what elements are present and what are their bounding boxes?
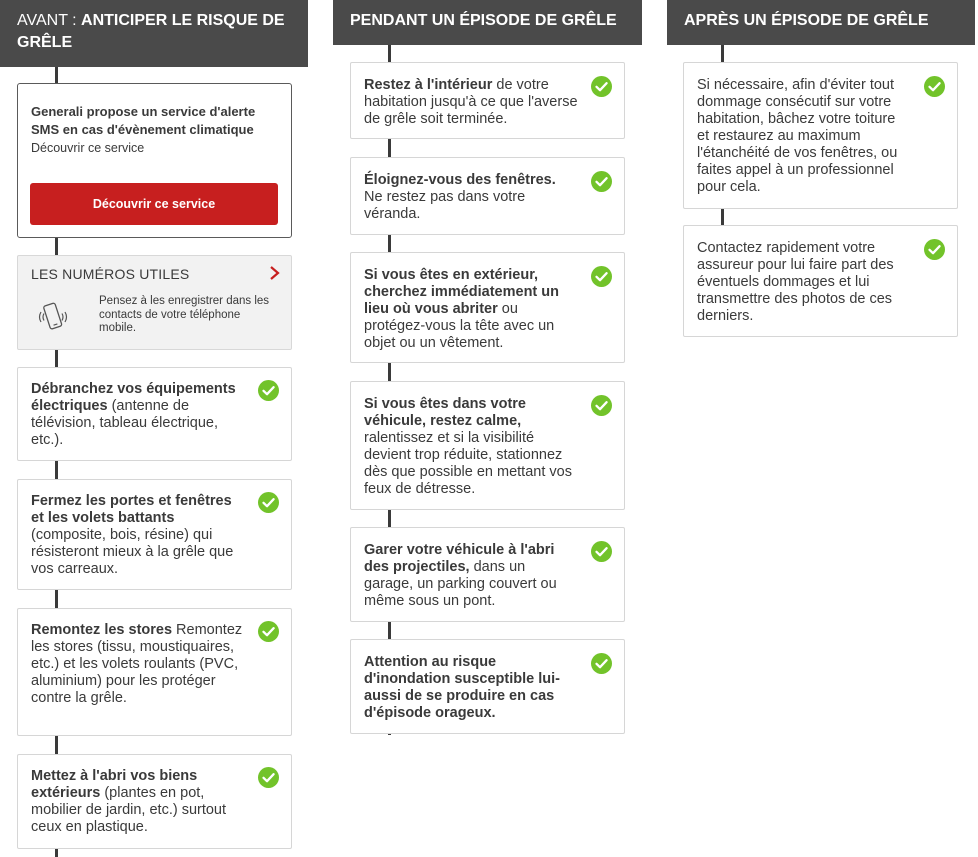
tip-text bbox=[697, 77, 911, 196]
tip-body: (plantes en pot, mobilier de jardin, etc.) surtout ceux en plastique. bbox=[31, 785, 227, 835]
tip-body: dans un garage, un parking couvert ou même sous un pont. bbox=[364, 559, 557, 609]
tip-card bbox=[350, 527, 625, 622]
check-icon bbox=[591, 653, 612, 674]
tip-card bbox=[17, 367, 292, 461]
check-icon bbox=[591, 266, 612, 287]
tip-text bbox=[31, 493, 245, 578]
tip-text bbox=[364, 267, 578, 352]
tip-text bbox=[31, 381, 245, 449]
tip-bold: Si vous êtes dans votre véhicule, restez calme, bbox=[364, 396, 526, 429]
check-icon bbox=[258, 621, 279, 642]
column-header-apres bbox=[667, 0, 975, 45]
tip-body: (antenne de télévision, tableau électrique, etc.). bbox=[31, 398, 219, 448]
tip-bold: Éloignez-vous des fenêtres. bbox=[364, 172, 556, 188]
tip-text bbox=[697, 240, 911, 325]
discover-service-button[interactable]: Découvrir ce service bbox=[30, 183, 278, 225]
sms-alert-promo-card bbox=[17, 83, 292, 238]
tip-card bbox=[350, 639, 625, 734]
tip-card bbox=[350, 157, 625, 235]
tip-text bbox=[364, 654, 578, 722]
check-icon bbox=[591, 395, 612, 416]
chevron-right-icon[interactable] bbox=[269, 265, 281, 281]
tip-text bbox=[31, 622, 245, 707]
tip-bold: Si vous êtes en extérieur, cherchez immédiatement un lieu où vous abriter bbox=[364, 267, 559, 317]
tip-card bbox=[17, 479, 292, 590]
tip-body: ralentissez et si la visibilité devient trop réduite, stationnez dès que possible en mettant vos feux de détresse. bbox=[364, 430, 572, 497]
check-icon bbox=[258, 767, 279, 788]
column-avant bbox=[0, 0, 308, 67]
tip-card bbox=[350, 62, 625, 139]
tip-bold: Débranchez vos équipements électriques bbox=[31, 381, 236, 414]
tip-card bbox=[350, 252, 625, 363]
column-title-strong: ANTICIPER LE RISQUE DE GRÊLE bbox=[17, 12, 285, 51]
tip-text bbox=[364, 396, 578, 498]
tip-card bbox=[17, 608, 292, 736]
check-icon bbox=[591, 171, 612, 192]
check-icon bbox=[924, 239, 945, 260]
check-icon bbox=[258, 492, 279, 513]
tip-bold: Garer votre véhicule à l'abri des projectiles, bbox=[364, 542, 555, 575]
tip-body: de votre habitation jusqu'à ce que l'averse de grêle soit terminée. bbox=[364, 77, 578, 127]
tip-text bbox=[364, 542, 578, 610]
column-header-avant bbox=[0, 0, 308, 67]
useful-numbers-title: LES NUMÉROS UTILES bbox=[31, 266, 190, 282]
column-apres bbox=[667, 0, 975, 45]
promo-link[interactable]: Découvrir ce service bbox=[31, 141, 145, 155]
tip-card bbox=[17, 754, 292, 849]
useful-numbers-card[interactable] bbox=[17, 255, 292, 350]
useful-numbers-text: Pensez à les enregistrer dans les contacts de votre téléphone mobile. bbox=[99, 295, 270, 334]
check-icon bbox=[591, 541, 612, 562]
tip-body: Contactez rapidement votre assureur pour lui faire part des éventuels dommages et lui transmettre des photos de ces derniers. bbox=[697, 240, 894, 324]
tip-text bbox=[364, 172, 578, 223]
check-icon bbox=[591, 76, 612, 97]
check-icon bbox=[258, 380, 279, 401]
column-pendant bbox=[333, 0, 642, 45]
tip-bold: Remontez les stores bbox=[31, 622, 173, 638]
tip-bold: Mettez à l'abri vos biens extérieurs bbox=[31, 768, 198, 801]
tip-body: Remontez les stores (tissu, moustiquaires, etc.) et les volets roulants (PVC, aluminium) pour les protéger contre la grêle. bbox=[31, 622, 243, 706]
column-title-strong: PENDANT UN ÉPISODE DE GRÊLE bbox=[350, 12, 617, 29]
check-icon bbox=[924, 76, 945, 97]
column-title-strong: APRÈS UN ÉPISODE DE GRÊLE bbox=[684, 12, 929, 29]
column-title-light: AVANT : bbox=[17, 12, 82, 29]
tip-text bbox=[364, 77, 578, 128]
column-header-pendant bbox=[333, 0, 642, 45]
tip-card bbox=[683, 225, 958, 337]
tip-body: Si nécessaire, afin d'éviter tout dommage consécutif sur votre habitation, bâchez votre toiture et restaurez au maximum l'étanchéité de vos fenêtres, ou faites appel à un professionnel pour cela. bbox=[697, 77, 898, 195]
tip-card bbox=[350, 381, 625, 510]
tip-bold: Fermez les portes et fenêtres et les volets battants bbox=[31, 493, 232, 526]
promo-title: Generali propose un service d'alerte SMS en cas d'évènement climatique bbox=[31, 104, 256, 137]
tip-body: (composite, bois, résine) qui résisteront mieux à la grêle que vos carreaux. bbox=[31, 527, 234, 577]
tip-text bbox=[31, 768, 245, 836]
tip-card bbox=[683, 62, 958, 209]
mobile-phone-vibrating-icon bbox=[35, 299, 71, 335]
tip-body: ou protégez-vous la tête avec un objet ou un vêtement. bbox=[364, 301, 555, 351]
tip-body: Ne restez pas dans votre véranda. bbox=[364, 189, 526, 222]
tip-bold: Restez à l'intérieur bbox=[364, 77, 493, 93]
tip-bold: Attention au risque d'inondation susceptible lui-aussi de se produire en cas d'épisode orageux. bbox=[364, 654, 560, 721]
